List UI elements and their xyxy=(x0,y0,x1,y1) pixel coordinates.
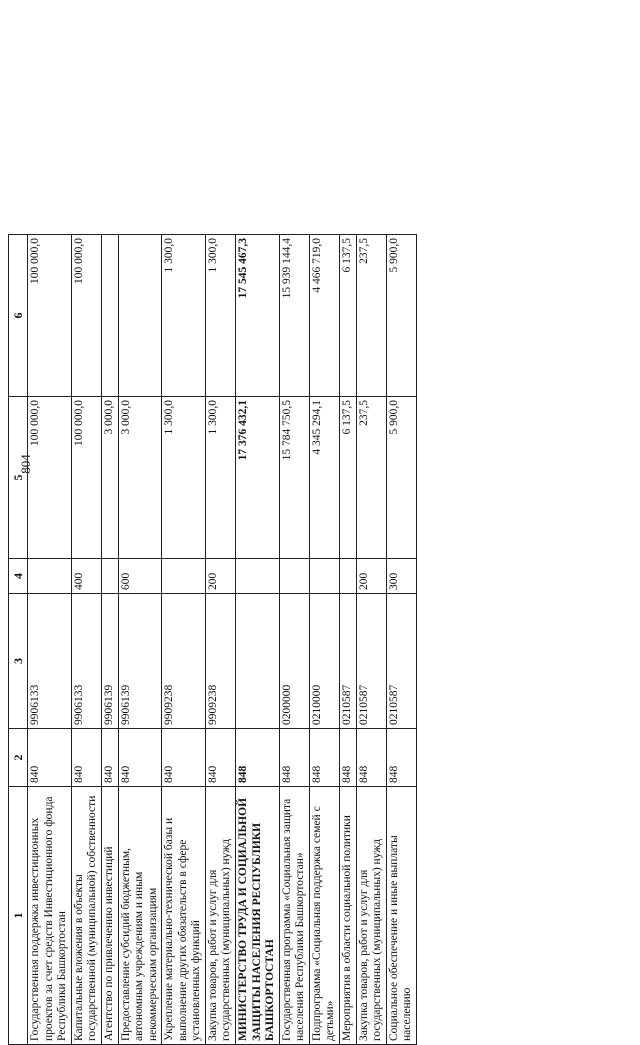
budget-table-rotated xyxy=(8,235,488,1045)
row-value-2014-cell: 17 376 432,1 xyxy=(236,397,280,559)
row-vr-cell xyxy=(309,559,339,594)
row-name-cell: Мероприятия в области социальной политики xyxy=(339,787,356,1045)
row-csr-cell: 9909238 xyxy=(162,594,206,729)
row-value-2015-cell: 5 900,0 xyxy=(386,235,416,397)
row-ved-cell: 848 xyxy=(309,729,339,787)
row-value-2014-cell: 6 137,5 xyxy=(339,397,356,559)
row-ved-cell: 848 xyxy=(386,729,416,787)
row-name-cell: Капитальные вложения в объекты государственной (муниципальной) собственности xyxy=(71,787,101,1045)
row-value-2014-cell: 100 000,0 xyxy=(71,397,101,559)
row-csr-cell: 9906133 xyxy=(28,594,72,729)
row-name-cell: Предоставление субсидий бюджетным, автономным учреждениям и иным некоммерческим организациям xyxy=(118,787,162,1045)
table-row xyxy=(386,235,416,1045)
row-name-cell: Социальное обеспечение и иные выплаты населению xyxy=(386,787,416,1045)
row-value-2014-cell: 5 900,0 xyxy=(386,397,416,559)
row-name-cell: Подпрограмма «Социальная поддержка семей с детьми» xyxy=(309,787,339,1045)
row-csr-cell: 0210587 xyxy=(339,594,356,729)
table-row xyxy=(356,235,386,1045)
table-row xyxy=(162,235,206,1045)
column-header: 1 xyxy=(9,787,28,1045)
table-row xyxy=(101,235,118,1045)
row-csr-cell: 0210587 xyxy=(356,594,386,729)
row-ved-cell: 840 xyxy=(71,729,101,787)
column-header: 2 xyxy=(9,729,28,787)
row-vr-cell xyxy=(28,559,72,594)
row-vr-cell xyxy=(279,559,309,594)
table-row xyxy=(71,235,101,1045)
row-value-2014-cell: 3 000,0 xyxy=(118,397,162,559)
row-value-2015-cell: 15 939 144,4 xyxy=(279,235,309,397)
row-name-cell: Закупка товаров, работ и услуг для государственных (муниципальных) нужд xyxy=(205,787,235,1045)
row-vr-cell xyxy=(162,559,206,594)
row-ved-cell: 840 xyxy=(28,729,72,787)
row-ved-cell: 848 xyxy=(339,729,356,787)
row-ved-cell: 848 xyxy=(236,729,280,787)
row-csr-cell: 9906139 xyxy=(118,594,162,729)
row-name-cell: Закупка товаров, работ и услуг для государственных (муниципальных) нужд xyxy=(356,787,386,1045)
row-csr-cell xyxy=(236,594,280,729)
row-vr-cell: 400 xyxy=(71,559,101,594)
row-vr-cell xyxy=(101,559,118,594)
row-name-cell: МИНИСТЕРСТВО ТРУДА И СОЦИАЛЬНОЙ ЗАЩИТЫ НАСЕЛЕНИЯ РЕСПУБЛИКИ БАШКОРТОСТАН xyxy=(236,787,280,1045)
row-name-cell: Государственная программа «Социальная защита населения Республики Башкортостан» xyxy=(279,787,309,1045)
row-value-2014-cell: 4 345 294,1 xyxy=(309,397,339,559)
row-value-2015-cell: 100 000,0 xyxy=(28,235,72,397)
row-vr-cell: 300 xyxy=(386,559,416,594)
row-value-2015-cell xyxy=(118,235,162,397)
row-value-2015-cell: 1 300,0 xyxy=(205,235,235,397)
row-value-2015-cell: 4 466 719,0 xyxy=(309,235,339,397)
row-value-2015-cell: 1 300,0 xyxy=(162,235,206,397)
row-ved-cell: 840 xyxy=(118,729,162,787)
row-value-2014-cell: 100 000,0 xyxy=(28,397,72,559)
row-csr-cell: 0210000 xyxy=(309,594,339,729)
table-row xyxy=(339,235,356,1045)
row-csr-cell: 9906139 xyxy=(101,594,118,729)
row-value-2015-cell: 100 000,0 xyxy=(71,235,101,397)
row-name-cell: Укрепление материально-технической базы и выполнение других обязательств в сфере установленных функций xyxy=(162,787,206,1045)
row-value-2014-cell: 3 000,0 xyxy=(101,397,118,559)
row-csr-cell: 0200000 xyxy=(279,594,309,729)
table-row xyxy=(309,235,339,1045)
page-number-text: 804 xyxy=(18,454,33,474)
row-value-2015-cell: 17 545 467,3 xyxy=(236,235,280,397)
row-vr-cell xyxy=(236,559,280,594)
row-value-2014-cell: 237,5 xyxy=(356,397,386,559)
row-value-2015-cell xyxy=(101,235,118,397)
row-ved-cell: 840 xyxy=(162,729,206,787)
row-ved-cell: 848 xyxy=(356,729,386,787)
row-ved-cell: 840 xyxy=(101,729,118,787)
table-row xyxy=(279,235,309,1045)
column-header: 5 xyxy=(9,397,28,559)
row-value-2014-cell: 1 300,0 xyxy=(162,397,206,559)
budget-table xyxy=(8,234,417,1045)
column-header: 3 xyxy=(9,594,28,729)
column-header-row xyxy=(9,235,28,1045)
row-vr-cell: 200 xyxy=(356,559,386,594)
row-csr-cell: 9906133 xyxy=(71,594,101,729)
table-row xyxy=(28,235,72,1045)
row-csr-cell: 9909238 xyxy=(205,594,235,729)
row-value-2014-cell: 15 784 750,5 xyxy=(279,397,309,559)
row-value-2014-cell: 1 300,0 xyxy=(205,397,235,559)
row-ved-cell: 840 xyxy=(205,729,235,787)
table-row xyxy=(205,235,235,1045)
row-value-2015-cell: 237,5 xyxy=(356,235,386,397)
row-name-cell: Государственная поддержка инвестиционных проектов за счет средств Инвестиционного фонда Республики Башкортостан xyxy=(28,787,72,1045)
row-vr-cell: 200 xyxy=(205,559,235,594)
table-row xyxy=(236,235,280,1045)
row-vr-cell: 600 xyxy=(118,559,162,594)
row-value-2015-cell: 6 137,5 xyxy=(339,235,356,397)
table-row xyxy=(118,235,162,1045)
column-header: 4 xyxy=(9,559,28,594)
row-name-cell: Агентство по привлечению инвестиций xyxy=(101,787,118,1045)
row-ved-cell: 848 xyxy=(279,729,309,787)
column-header: 6 xyxy=(9,235,28,397)
row-csr-cell: 0210587 xyxy=(386,594,416,729)
row-vr-cell xyxy=(339,559,356,594)
